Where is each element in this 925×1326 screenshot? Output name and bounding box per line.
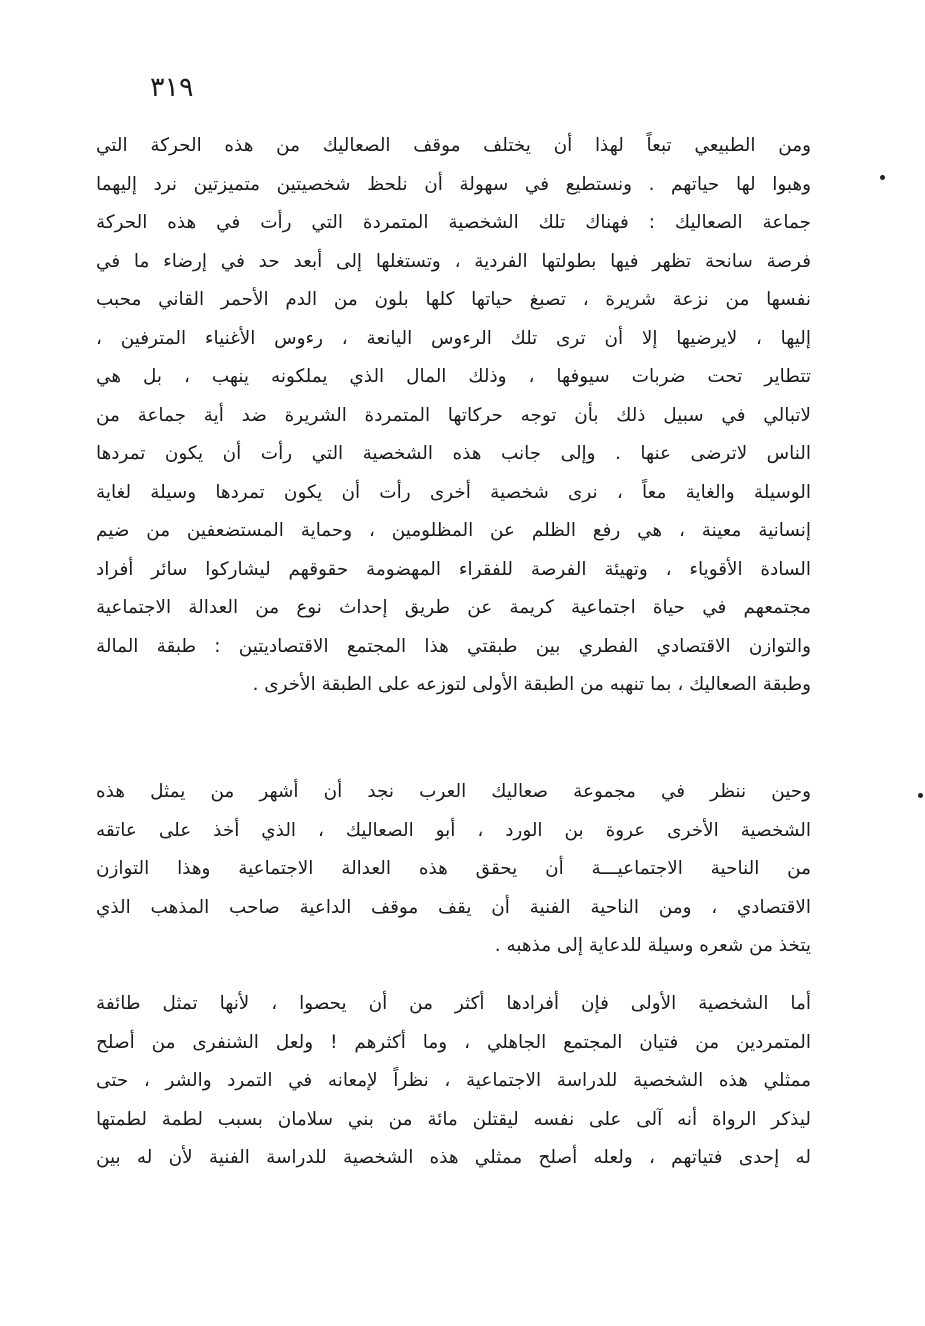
text-line: السادة الأقوياء ، وتهيئة الفرصة للفقراء المهضومة حقوقهم ليشاركوا سائر أفراد	[96, 558, 811, 580]
text-line: الناس لاترضى عنها . وإلى جانب هذه الشخصية التي رأت أن يكون تمردها	[96, 443, 811, 464]
text-line: نفسها من نزعة شريرة ، تصبغ حياتها كلها بلون من الدم الأحمر القاني محبب	[96, 289, 811, 310]
text-line: وهبوا لها حياتهم . ونستطيع في سهولة أن نلحظ شخصيتين متميزتين نرد إليهما	[96, 173, 811, 195]
text-line: إنسانية معينة ، هي رفع الظلم عن المظلومين ، وحماية المستضعفين من ضيم	[96, 520, 811, 541]
text-line: يتخذ من شعره وسيلة للدعاية إلى مذهبه .	[494, 935, 811, 956]
margin-mark	[880, 175, 885, 180]
text-line: والتوازن الاقتصادي الفطري بين طبقتي هذا المجتمع الاقتصاديتين : طبقة المالة	[96, 635, 811, 657]
paragraph-1	[96, 127, 811, 705]
text-line: الاقتصادي ، ومن الناحية الفنية أن يقف موقف الداعية صاحب المذهب الذي	[96, 896, 811, 918]
text-line: جماعة الصعاليك : فهناك تلك الشخصية المتمردة التي رأت في هذه الحركة	[96, 212, 811, 233]
paragraph-2	[96, 773, 811, 966]
text-line: وطبقة الصعاليك ، بما تنهبه من الطبقة الأولى لتوزعه على الطبقة الأخرى .	[252, 674, 811, 695]
text-line: المتمردين من فتيان المجتمع الجاهلي ، وما أكثرهم ! ولعل الشنفرى من أصلح	[96, 1031, 811, 1053]
text-line: الوسيلة والغاية معاً ، نرى شخصية أخرى رأت أن يكون تمردها وسيلة لغاية	[96, 481, 811, 503]
text-line: ومن الطبيعي تبعاً لهذا أن يختلف موقف الصعاليك من هذه الحركة التي	[96, 135, 811, 156]
text-line: مجتمعهم في حياة اجتماعية كريمة عن طريق إحداث نوع من العدالة الاجتماعية	[96, 597, 811, 618]
text-line: تتطاير تحت ضربات سيوفها ، وذلك المال الذي يملكونه ينهب ، بل هي	[96, 366, 811, 387]
text-line: ممثلي هذه الشخصية للدراسة الاجتماعية ، نظراً لإمعانه في التمرد والشر ، حتى	[96, 1070, 811, 1091]
text-line: فرصة سانحة تظهر فيها بطولتها الفردية ، وتستغلها إلى أبعد حد في إرضاء ما في	[96, 250, 811, 272]
text-line: ليذكر الرواة أنه آلى على نفسه ليقتلن مائة من بني سلامان بسبب لطمة لطمتها	[96, 1108, 811, 1130]
text-line: له إحدى فتياتهم ، ولعله أصلح ممثلي هذه الشخصية للدراسة الفنية لأن له بين	[96, 1147, 811, 1168]
text-line: من الناحية الاجتماعيـــة أن يحقق هذه العدالة الاجتماعية وهذا التوازن	[96, 858, 811, 879]
text-line: الشخصية الأخرى عروة بن الورد ، أبو الصعاليك ، الذي أخذ على عاتقه	[96, 819, 811, 841]
text-line: لاتبالي في سبيل ذلك بأن توجه حركاتها المتمردة الشريرة ضد أية جماعة من	[96, 404, 811, 426]
paragraph-3	[96, 985, 811, 1178]
text-line: أما الشخصية الأولى فإن أفرادها أكثر من أن يحصوا ، لأنها تمثل طائفة	[96, 993, 811, 1014]
margin-mark	[918, 793, 923, 798]
text-line: إليها ، لايرضيها إلا أن ترى تلك الرءوس اليانعة ، رءوس الأغنياء المترفين ،	[96, 327, 811, 349]
text-line: وحين ننظر في مجموعة صعاليك العرب نجد أن أشهر من يمثل هذه	[96, 781, 811, 802]
page-number: ٣١٩	[150, 72, 194, 103]
